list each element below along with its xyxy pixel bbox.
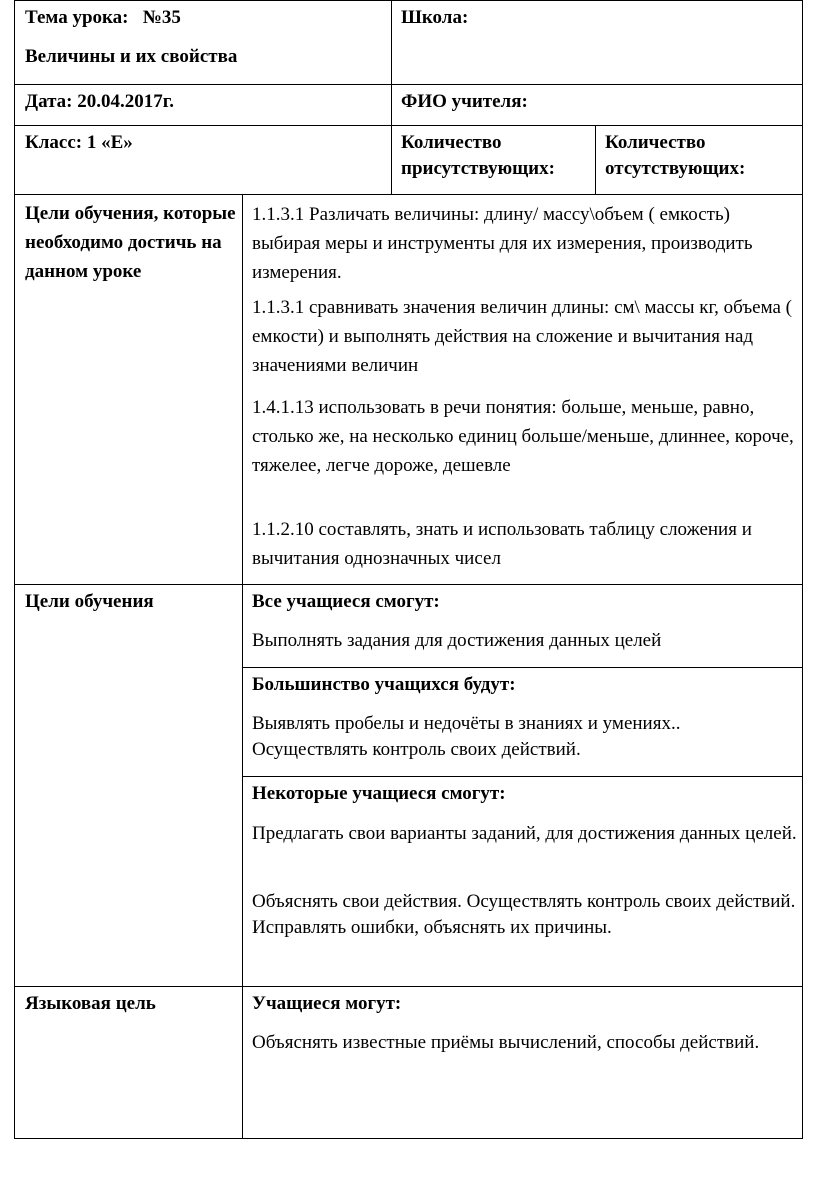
- some-students-heading: Некоторые учащиеся смогут:: [252, 783, 506, 804]
- learning-label-cell: [14, 584, 243, 987]
- some-students-text: Предлагать свои варианты заданий, для достижения данных целей.: [252, 823, 797, 844]
- class-label: Класс: 1 «Е»: [25, 132, 133, 153]
- teacher-label: ФИО учителя:: [401, 91, 528, 112]
- topic-number: №35: [142, 7, 181, 28]
- topic-label: Тема урока: №35: [25, 7, 181, 28]
- learning-label: Цели обучения: [25, 591, 154, 612]
- some-students-cell: [242, 776, 803, 987]
- goal-item: 1.4.1.13 использовать в речи понятия: больше, меньше, равно, столько же, на несколько единиц больше/меньше, длиннее, короче, тяжелее, легче дороже, дешевле: [252, 397, 794, 476]
- all-students-text: Выполнять задания для достижения данных целей: [252, 630, 662, 651]
- some-students-text: Объяснять свои действия. Осуществлять контроль своих действий. Исправлять ошибки, объяснять их причины.: [252, 891, 796, 938]
- goals-label: Цели обучения, которые необходимо достичь на данном уроке: [25, 203, 236, 282]
- date-label: Дата: 20.04.2017г.: [25, 91, 174, 112]
- all-students-heading: Все учащиеся смогут:: [252, 591, 440, 612]
- most-students-heading: Большинство учащихся будут:: [252, 674, 516, 695]
- school-label: Школа:: [401, 7, 469, 28]
- language-heading: Учащиеся могут:: [252, 993, 402, 1014]
- goal-item: 1.1.2.10 составлять, знать и использовать таблицу сложения и вычитания однозначных чисел: [252, 519, 752, 569]
- goal-item: 1.1.3.1 Различать величины: длину/ массу\объем ( емкость) выбирая меры и инструменты для их измерения, производить измерения.: [252, 204, 753, 283]
- topic-title: Величины и их свойства: [25, 46, 238, 67]
- goal-item: 1.1.3.1 сравнивать значения величин длины: см\ массы кг, объема ( емкости) и выполнять действия на сложение и вычитания над значениями величин: [252, 297, 793, 376]
- present-label: Количество присутствующих:: [401, 132, 555, 179]
- most-students-text: Выявлять пробелы и недочёты в знаниях и умениях.. Осуществлять контроль своих действий.: [252, 713, 681, 760]
- absent-label: Количество отсутствующих:: [605, 132, 746, 179]
- language-label: Языковая цель: [25, 993, 156, 1014]
- language-text: Объяснять известные приёмы вычислений, способы действий.: [252, 1032, 760, 1053]
